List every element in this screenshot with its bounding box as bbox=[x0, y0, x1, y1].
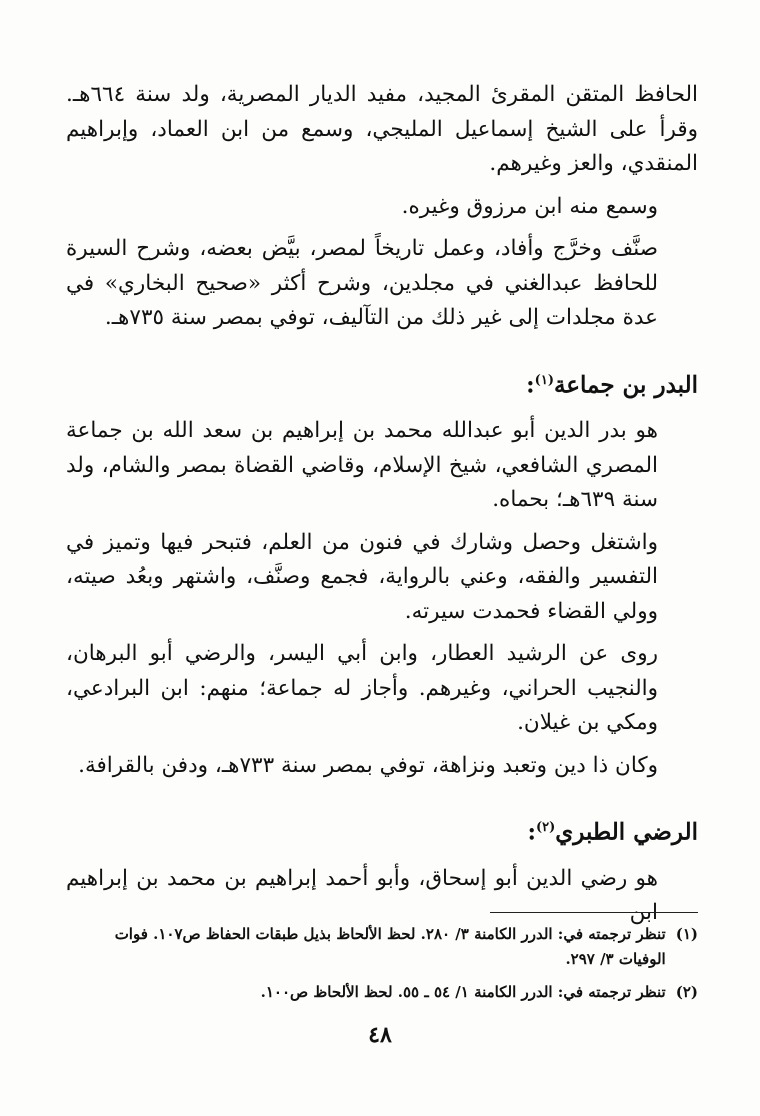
footnote-item bbox=[64, 922, 698, 972]
heading-colon: : bbox=[527, 818, 536, 846]
section2-paragraph-1: هو رضي الدين أبو إسحاق، وأبو أحمد إبراهيم بن محمد بن إبراهيم ابن bbox=[66, 865, 658, 926]
footnote-ref[interactable]: (٢) bbox=[536, 820, 556, 836]
footnote-ref[interactable]: (١) bbox=[534, 372, 554, 388]
section1-paragraph-1: هو بدر الدين أبو عبدالله محمد بن إبراهيم بن سعد الله بن جماعة المصري الشافعي، شيخ الإسلام، وقاضي القضاة بمصر والشام، ولد سنة ٦٣٩هـ؛ بحماه. bbox=[66, 418, 658, 513]
intro-paragraph-2: وسمع منه ابن مرزوق وغيره. bbox=[401, 193, 658, 219]
section-heading-radi-tabari bbox=[66, 811, 698, 850]
section1-paragraph-3: روى عن الرشيد العطار، وابن أبي اليسر، والرضي أبو البرهان، والنجيب الحراني، وغيرهم. وأجاز له جماعة؛ منهم: ابن البرادعي، ومكي بن غيلان. bbox=[66, 641, 658, 736]
page-number: ٤٨ bbox=[368, 1022, 392, 1048]
section-title: الرضي الطبري bbox=[555, 818, 698, 846]
intro-paragraph-1: الحافظ المتقن المقرئ المجيد، مفيد الديار المصرية، ولد سنة ٦٦٤هـ. وقرأ على الشيخ إسماعيل المليجي، وسمع من ابن العماد، وإبراهيم المنقدي، والعز وغيرهم. bbox=[66, 82, 698, 176]
section1-paragraph-4: وكان ذا دين وتعبد ونزاهة، توفي بمصر سنة ٧٣٣هـ، ودفن بالقرافة. bbox=[78, 752, 658, 778]
section1-paragraph-2: واشتغل وحصل وشارك في فنون من العلم، فتبحر فيها وتميز في التفسير والفقه، وعني بالرواية، فجمع وصنَّف، واشتهر وبعُد صيته، وولي القضاء فحمدت سيرته. bbox=[66, 529, 658, 624]
footnote-number: (١) bbox=[675, 925, 698, 943]
footnotes bbox=[64, 922, 698, 1013]
section-heading-badr-ibn-jamaa bbox=[66, 364, 698, 403]
heading-colon: : bbox=[526, 371, 535, 399]
section-title: البدر بن جماعة bbox=[553, 371, 698, 399]
intro-paragraph-3: صنَّف وخرَّج وأفاد، وعمل تاريخاً لمصر، بيَّض بعضه، وشرح السيرة للحافظ عبدالغني في مجلدين، وشرح أكثر «صحيح البخاري» في عدة مجلدات إلى غير ذلك من التآليف، توفي بمصر سنة ٧٣٥هـ. bbox=[66, 236, 658, 330]
footnote-number: (٢) bbox=[675, 983, 698, 1001]
footnote-separator bbox=[490, 912, 698, 913]
footnote-text: تنظر ترجمته في: الدرر الكامنة ١/ ٥٤ ـ ٥٥. لحظ الألحاظ ص١٠٠. bbox=[260, 983, 666, 1001]
footnote-text: تنظر ترجمته في: الدرر الكامنة ٣/ ٢٨٠. لحظ الألحاظ بذيل طبقات الحفاظ ص١٠٧. فوات الوفيات ٣/ ٢٩٧. bbox=[114, 925, 666, 968]
footnote-item bbox=[64, 980, 698, 1005]
